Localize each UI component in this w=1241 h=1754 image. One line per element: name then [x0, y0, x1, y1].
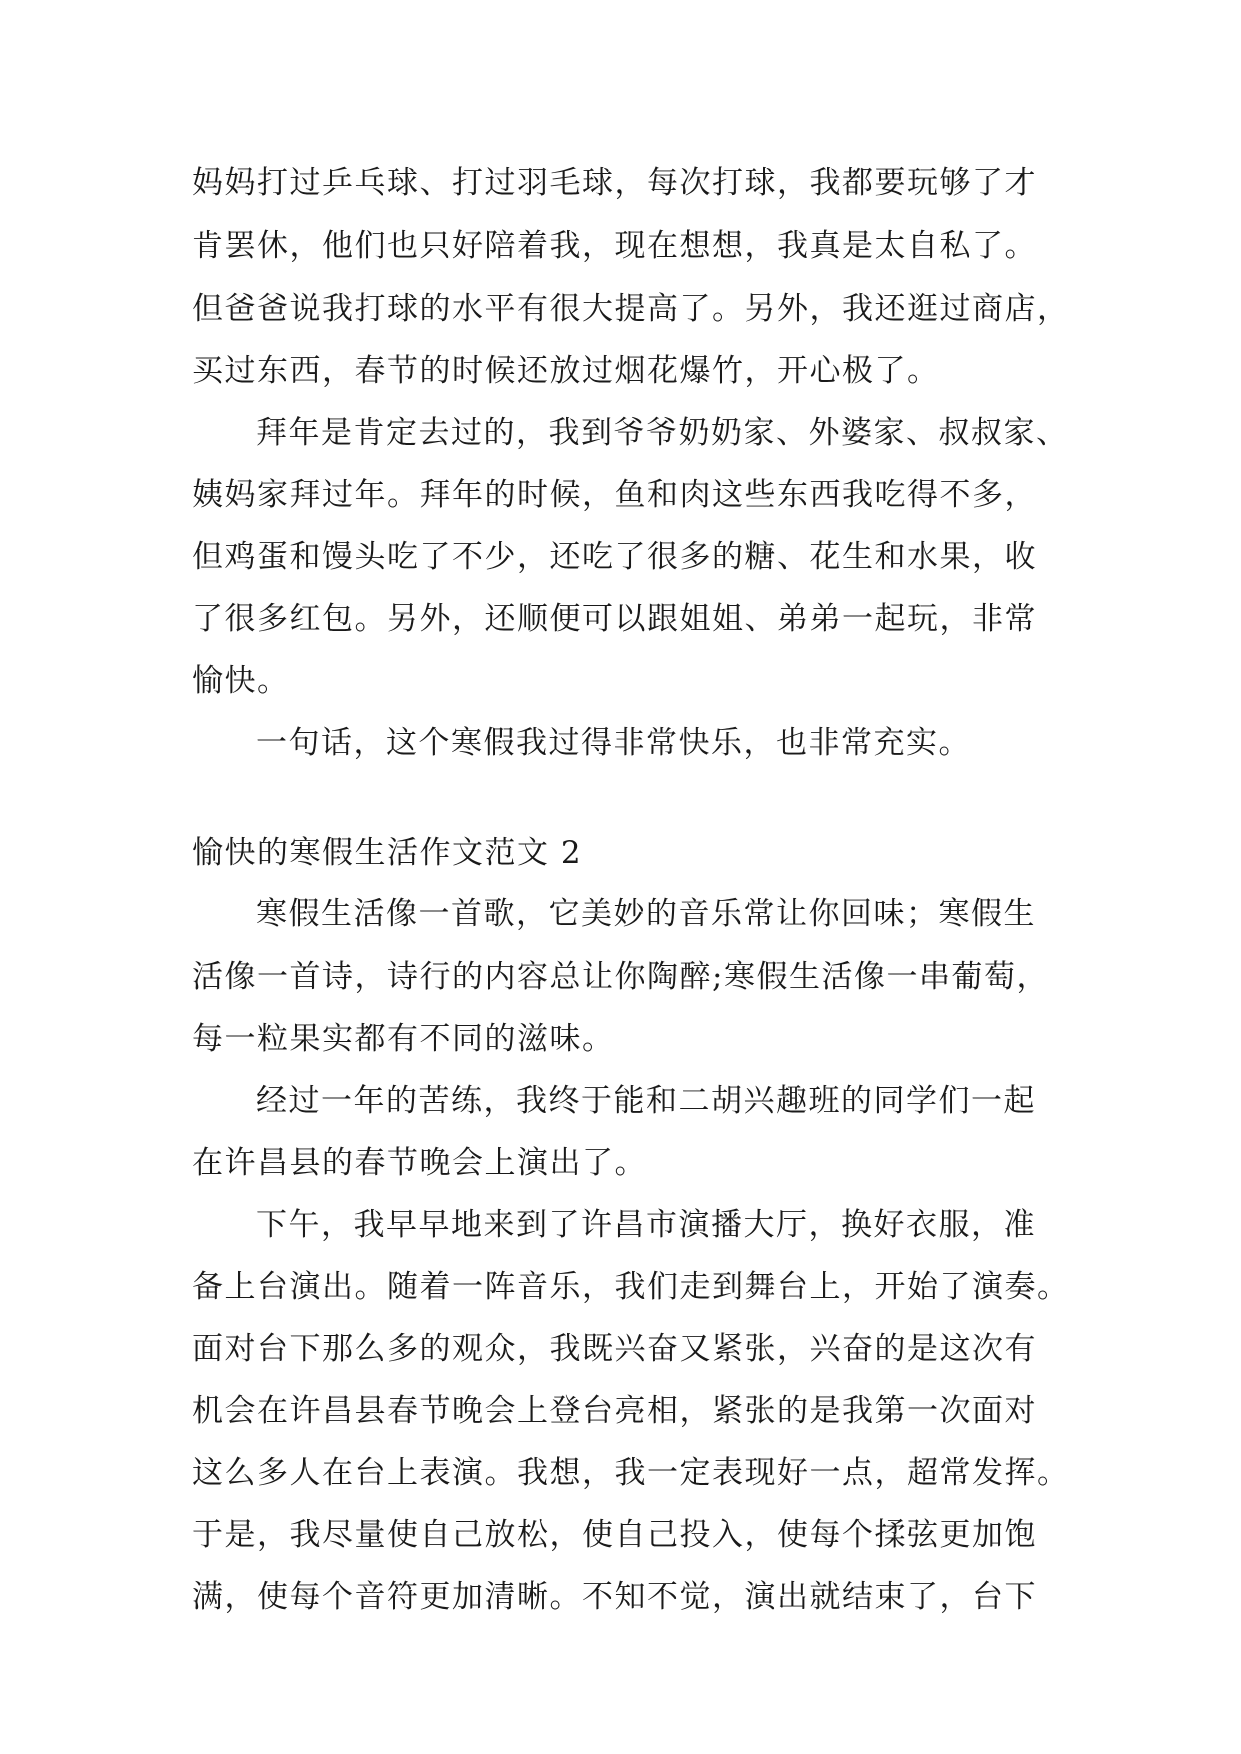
- paragraph-first-line: 一句话，这个寒假我过得非常快乐，也非常充实。: [256, 725, 971, 761]
- text-line: 活像一首诗，诗行的内容总让你陶醉;寒假生活像一串葡萄，: [192, 959, 1049, 995]
- paragraph-first-line: 经过一年的苦练，我终于能和二胡兴趣班的同学们一起: [256, 1083, 1036, 1119]
- text-line: 肯罢休，他们也只好陪着我，现在想想，我真是太自私了。: [192, 228, 1037, 264]
- text-line: 但鸡蛋和馒头吃了不少，还吃了很多的糖、花生和水果，收: [192, 539, 1037, 575]
- text-line: 机会在许昌县春节晚会上登台亮相，紧张的是我第一次面对: [192, 1393, 1037, 1429]
- paragraph-first-line: 下午，我早早地来到了许昌市演播大厅，换好衣服，准: [256, 1207, 1036, 1243]
- text-line: 于是，我尽量使自己放松，使自己投入，使每个揉弦更加饱: [192, 1517, 1037, 1553]
- text-line: 面对台下那么多的观众，我既兴奋又紧张，兴奋的是这次有: [192, 1331, 1037, 1367]
- text-line: 了很多红包。另外，还顺便可以跟姐姐、弟弟一起玩，非常: [192, 601, 1037, 637]
- paragraph-first-line: 寒假生活像一首歌，它美妙的音乐常让你回味；寒假生: [256, 896, 1036, 932]
- text-line: 但爸爸说我打球的水平有很大提高了。另外，我还逛过商店，: [192, 291, 1070, 327]
- text-line: 买过东西，春节的时候还放过烟花爆竹，开心极了。: [192, 353, 940, 389]
- section-title: 愉快的寒假生活作文范文 2: [192, 835, 583, 871]
- text-line: 愉快。: [192, 663, 290, 699]
- text-line: 每一粒果实都有不同的滋味。: [192, 1021, 615, 1057]
- text-line: 满，使每个音符更加清晰。不知不觉，演出就结束了，台下: [192, 1579, 1037, 1615]
- text-line: 妈妈打过乒乓球、打过羽毛球，每次打球，我都要玩够了才: [192, 165, 1037, 201]
- text-line: 在许昌县的春节晚会上演出了。: [192, 1145, 647, 1181]
- text-line: 这么多人在台上表演。我想，我一定表现好一点，超常发挥。: [192, 1455, 1070, 1491]
- text-line: 姨妈家拜过年。拜年的时候，鱼和肉这些东西我吃得不多，: [192, 477, 1037, 513]
- text-line: 备上台演出。随着一阵音乐，我们走到舞台上，开始了演奏。: [192, 1269, 1070, 1305]
- paragraph-first-line: 拜年是肯定去过的，我到爷爷奶奶家、外婆家、叔叔家、: [256, 415, 1069, 451]
